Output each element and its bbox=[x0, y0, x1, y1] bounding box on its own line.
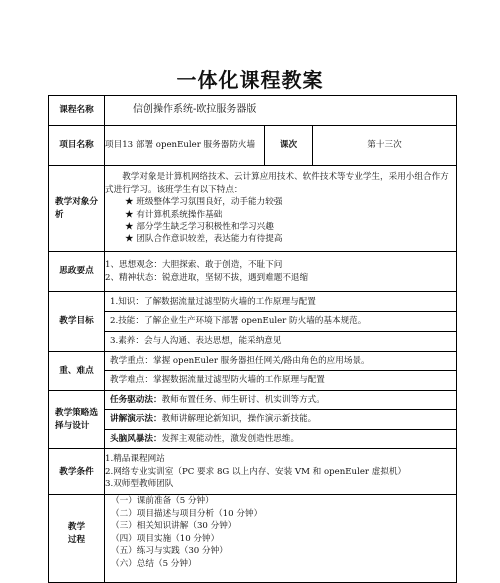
strategy-label: 教学策略选择与设计 bbox=[49, 390, 105, 448]
analysis-row bbox=[49, 166, 457, 252]
process-content bbox=[105, 495, 457, 583]
process-label bbox=[49, 495, 105, 583]
objectives-row bbox=[49, 292, 457, 352]
page-title: 一体化课程教案 bbox=[176, 68, 324, 92]
process-step: （一）课前准备（5 分钟） bbox=[111, 496, 214, 507]
analysis-intro: 教学对象是计算机网络技术、云计算应用技术、软件技术等专业学生，采用小组合作方式进行学习。该班学生有以下特点： bbox=[105, 172, 449, 195]
hours-label: 课次 bbox=[265, 126, 313, 166]
objectives-label: 教学目标 bbox=[49, 292, 105, 352]
course-label: 课程名称 bbox=[49, 96, 105, 126]
key-point-item: 教学重点：掌握 openEuler 服务器担任网关/路由角色的应用场景。 bbox=[105, 352, 456, 371]
process-step: （四）项目实施（10 分钟） bbox=[111, 533, 220, 544]
project-label: 项目名称 bbox=[49, 126, 105, 166]
process-step: （六）总结（5 分钟） bbox=[111, 558, 197, 569]
strategy-row bbox=[49, 390, 457, 448]
course-row bbox=[49, 96, 457, 126]
objectives-content bbox=[105, 292, 457, 352]
analysis-point: ★ 班级整体学习氛围良好，动手能力较强 bbox=[105, 196, 456, 208]
analysis-point: ★ 团队合作意识较差，表达能力有待提高 bbox=[105, 233, 456, 245]
objective-item: 2.技能：了解企业生产环境下部署 openEuler 防火墙的基本规范。 bbox=[105, 312, 456, 331]
project-value: 项目13 部署 openEuler 服务器防火墙 bbox=[105, 126, 265, 166]
strategy-content bbox=[105, 390, 457, 448]
process-step: （三）相关知识讲解（30 分钟） bbox=[111, 521, 237, 532]
strategy-item bbox=[105, 391, 456, 410]
objective-item: 3.素养：会与人沟通、表达思想，能采纳意见 bbox=[110, 335, 282, 346]
process-label-line: 过程 bbox=[67, 534, 86, 545]
strategy-item bbox=[105, 410, 456, 429]
condition-line: 2.网络专业实训室（PC 要求 8G 以上内存、安装 VM 和 openEuler 虚拟机） bbox=[105, 466, 407, 477]
analysis-point: ★ 部分学生缺乏学习积极性和学习兴趣 bbox=[105, 221, 456, 233]
process-step: （五）练习与实践（30 分钟） bbox=[111, 546, 228, 557]
lesson-plan-table bbox=[48, 95, 457, 583]
key-points-content bbox=[105, 352, 457, 391]
ideology-label: 思政要点 bbox=[49, 252, 105, 292]
process-label-line: 教学 bbox=[67, 522, 86, 533]
strategy-name: 任务驱动法： bbox=[110, 394, 162, 405]
hours-value: 第十三次 bbox=[313, 126, 457, 166]
ideology-row bbox=[49, 252, 457, 292]
conditions-row bbox=[49, 449, 457, 495]
strategy-desc: 教师讲解理论新知识，操作演示新技能。 bbox=[161, 414, 317, 425]
key-points-row bbox=[49, 352, 457, 391]
strategy-desc: 发挥主观能动性，激发创造性思维。 bbox=[161, 433, 300, 444]
strategy-name: 头脑风暴法： bbox=[110, 433, 162, 444]
analysis-label: 教学对象分析 bbox=[49, 166, 105, 252]
strategy-desc: 教师布置任务、师生研讨、机实训等方式。 bbox=[161, 394, 325, 405]
analysis-content bbox=[105, 166, 457, 252]
process-step: （二）项目描述与项目分析（10 分钟） bbox=[111, 508, 263, 519]
course-value: 信创操作系统-欧拉服务器版 bbox=[105, 96, 457, 126]
ideology-line: 1、思想观念：大胆探索、敢于创造，不耻下问 bbox=[105, 260, 283, 271]
condition-line: 3.双师型教师团队 bbox=[105, 478, 174, 489]
key-points-label: 重、难点 bbox=[49, 352, 105, 391]
conditions-content bbox=[105, 449, 457, 495]
project-row bbox=[49, 126, 457, 166]
conditions-label: 教学条件 bbox=[49, 449, 105, 495]
process-row bbox=[49, 495, 457, 583]
analysis-point: ★ 有计算机系统操作基础 bbox=[105, 209, 456, 221]
key-point-item: 教学难点：掌握数据流量过滤型防火墙的工作原理与配置 bbox=[110, 375, 325, 386]
ideology-content bbox=[105, 252, 457, 292]
condition-line: 1.精品课程网站 bbox=[105, 454, 165, 465]
strategy-name: 讲解演示法： bbox=[110, 414, 162, 425]
strategy-item bbox=[105, 430, 456, 448]
ideology-line: 2、精神状态：锐意进取，坚韧不拔，遇到难题不退缩 bbox=[105, 272, 309, 283]
objective-item: 1.知识：了解数据流量过滤型防火墙的工作原理与配置 bbox=[105, 293, 456, 312]
